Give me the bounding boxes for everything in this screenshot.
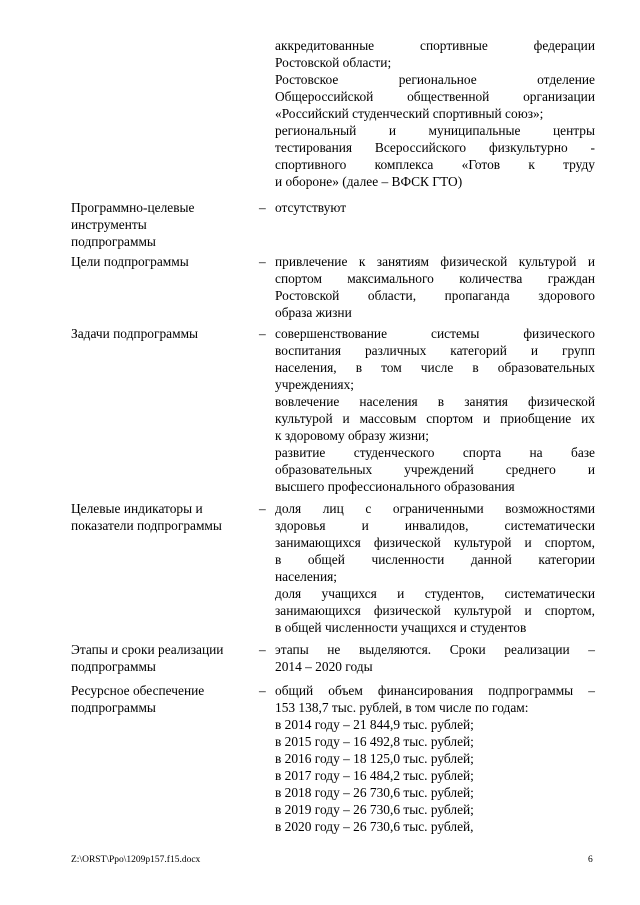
row-value [275,641,595,675]
text-line: отсутствуют [275,200,347,215]
text-line: спортивного комплекса «Готов к труду [275,157,595,172]
text-line: занимающихся физической культурой и спортом, [275,535,595,550]
label-line: инструменты [71,217,147,232]
text-line: «Российский студенческий спортивный союз»; [275,106,544,121]
row-label [71,500,256,534]
label-line: подпрограммы [71,659,156,674]
text-line: региональный и муниципальные центры [275,123,595,138]
text-line: Ростовское региональное отделение [275,72,595,87]
row-label [71,641,256,675]
text-line: совершенствование системы физического [275,326,595,341]
text-line: высшего профессионального образования [275,479,515,494]
label-line: подпрограммы [71,234,156,249]
text-line: в 2019 году – 26 730,6 тыс. рублей; [275,802,474,817]
label-line: Этапы и сроки реализации [71,642,224,657]
text-line: этапы не выделяются. Сроки реализации – [275,642,595,657]
text-line: в 2017 году – 16 484,2 тыс. рублей; [275,768,474,783]
text-line: в 2016 году – 18 125,0 тыс. рублей; [275,751,474,766]
page-number: 6 [588,855,593,865]
text-line: образа жизни [275,305,352,320]
text-line: в 2018 году – 26 730,6 тыс. рублей; [275,785,474,800]
text-line: тестирования Всероссийского физкультурно - [275,140,595,155]
row-dash: – [259,642,266,657]
row-dash: – [259,200,266,215]
row-dash: – [259,683,266,698]
text-line: доля лиц с ограниченными возможностями [275,501,595,516]
text-line: Общероссийской общественной организации [275,89,595,104]
text-line: доля учащихся и студентов, систематически [275,586,595,601]
label-line: подпрограммы [71,700,156,715]
row-value [275,325,595,495]
row-dash: – [259,326,266,341]
text-line: привлечение к занятиям физической культурой и [275,254,595,269]
text-line: Ростовской области, пропаганда здорового [275,288,595,303]
text-line: в 2015 году – 16 492,8 тыс. рублей; [275,734,474,749]
text-line: здоровья и инвалидов, систематически [275,518,595,533]
row-value [275,253,595,321]
text-line: в общей численности данной категории [275,552,595,567]
text-line: образовательных учреждений среднего и [275,462,595,477]
footer-file-path: Z:\ORST\Ppo\1209p157.f15.docx [71,855,201,865]
text-line: 2014 – 2020 годы [275,659,373,674]
text-line: общий объем финансирования подпрограммы – [275,683,595,698]
label-line: Ресурсное обеспечение [71,683,205,698]
row-label [71,253,256,270]
text-line: к здоровому образу жизни; [275,428,429,443]
label-line: Цели подпрограммы [71,254,189,269]
row-dash: – [259,501,266,516]
row-label [71,325,256,342]
text-line: 153 138,7 тыс. рублей, в том числе по годам: [275,700,529,715]
text-line: вовлечение населения в занятия физической [275,394,595,409]
row-label [71,199,256,250]
text-line: развитие студенческого спорта на базе [275,445,595,460]
text-line: в общей численности учащихся и студентов [275,620,527,635]
row-value [275,199,595,216]
text-line: и обороне» (далее – ВФСК ГТО) [275,174,463,189]
text-line: воспитания различных категорий и групп [275,343,595,358]
row-label [71,682,256,716]
text-line: Ростовской области; [275,55,392,70]
text-line: учреждениях; [275,377,354,392]
label-line: Задачи подпрограммы [71,326,199,341]
text-line: спортом максимального количества граждан [275,271,595,286]
row-value [275,682,595,835]
text-line: занимающихся физической культурой и спортом, [275,603,595,618]
text-line: в 2020 году – 26 730,6 тыс. рублей, [275,819,474,834]
text-line: аккредитованные спортивные федерации [275,38,595,53]
text-line: культурой и массовым спортом и приобщение их [275,411,595,426]
label-line: Целевые индикаторы и [71,501,203,516]
text-line: населения; [275,569,337,584]
text-line: населения, в том числе в образовательных [275,360,595,375]
continuation-text [275,37,595,190]
text-line: в 2014 году – 21 844,9 тыс. рублей; [275,717,474,732]
label-line: Программно-целевые [71,200,195,215]
row-value [275,500,595,636]
label-line: показатели подпрограммы [71,518,222,533]
row-dash: – [259,254,266,269]
